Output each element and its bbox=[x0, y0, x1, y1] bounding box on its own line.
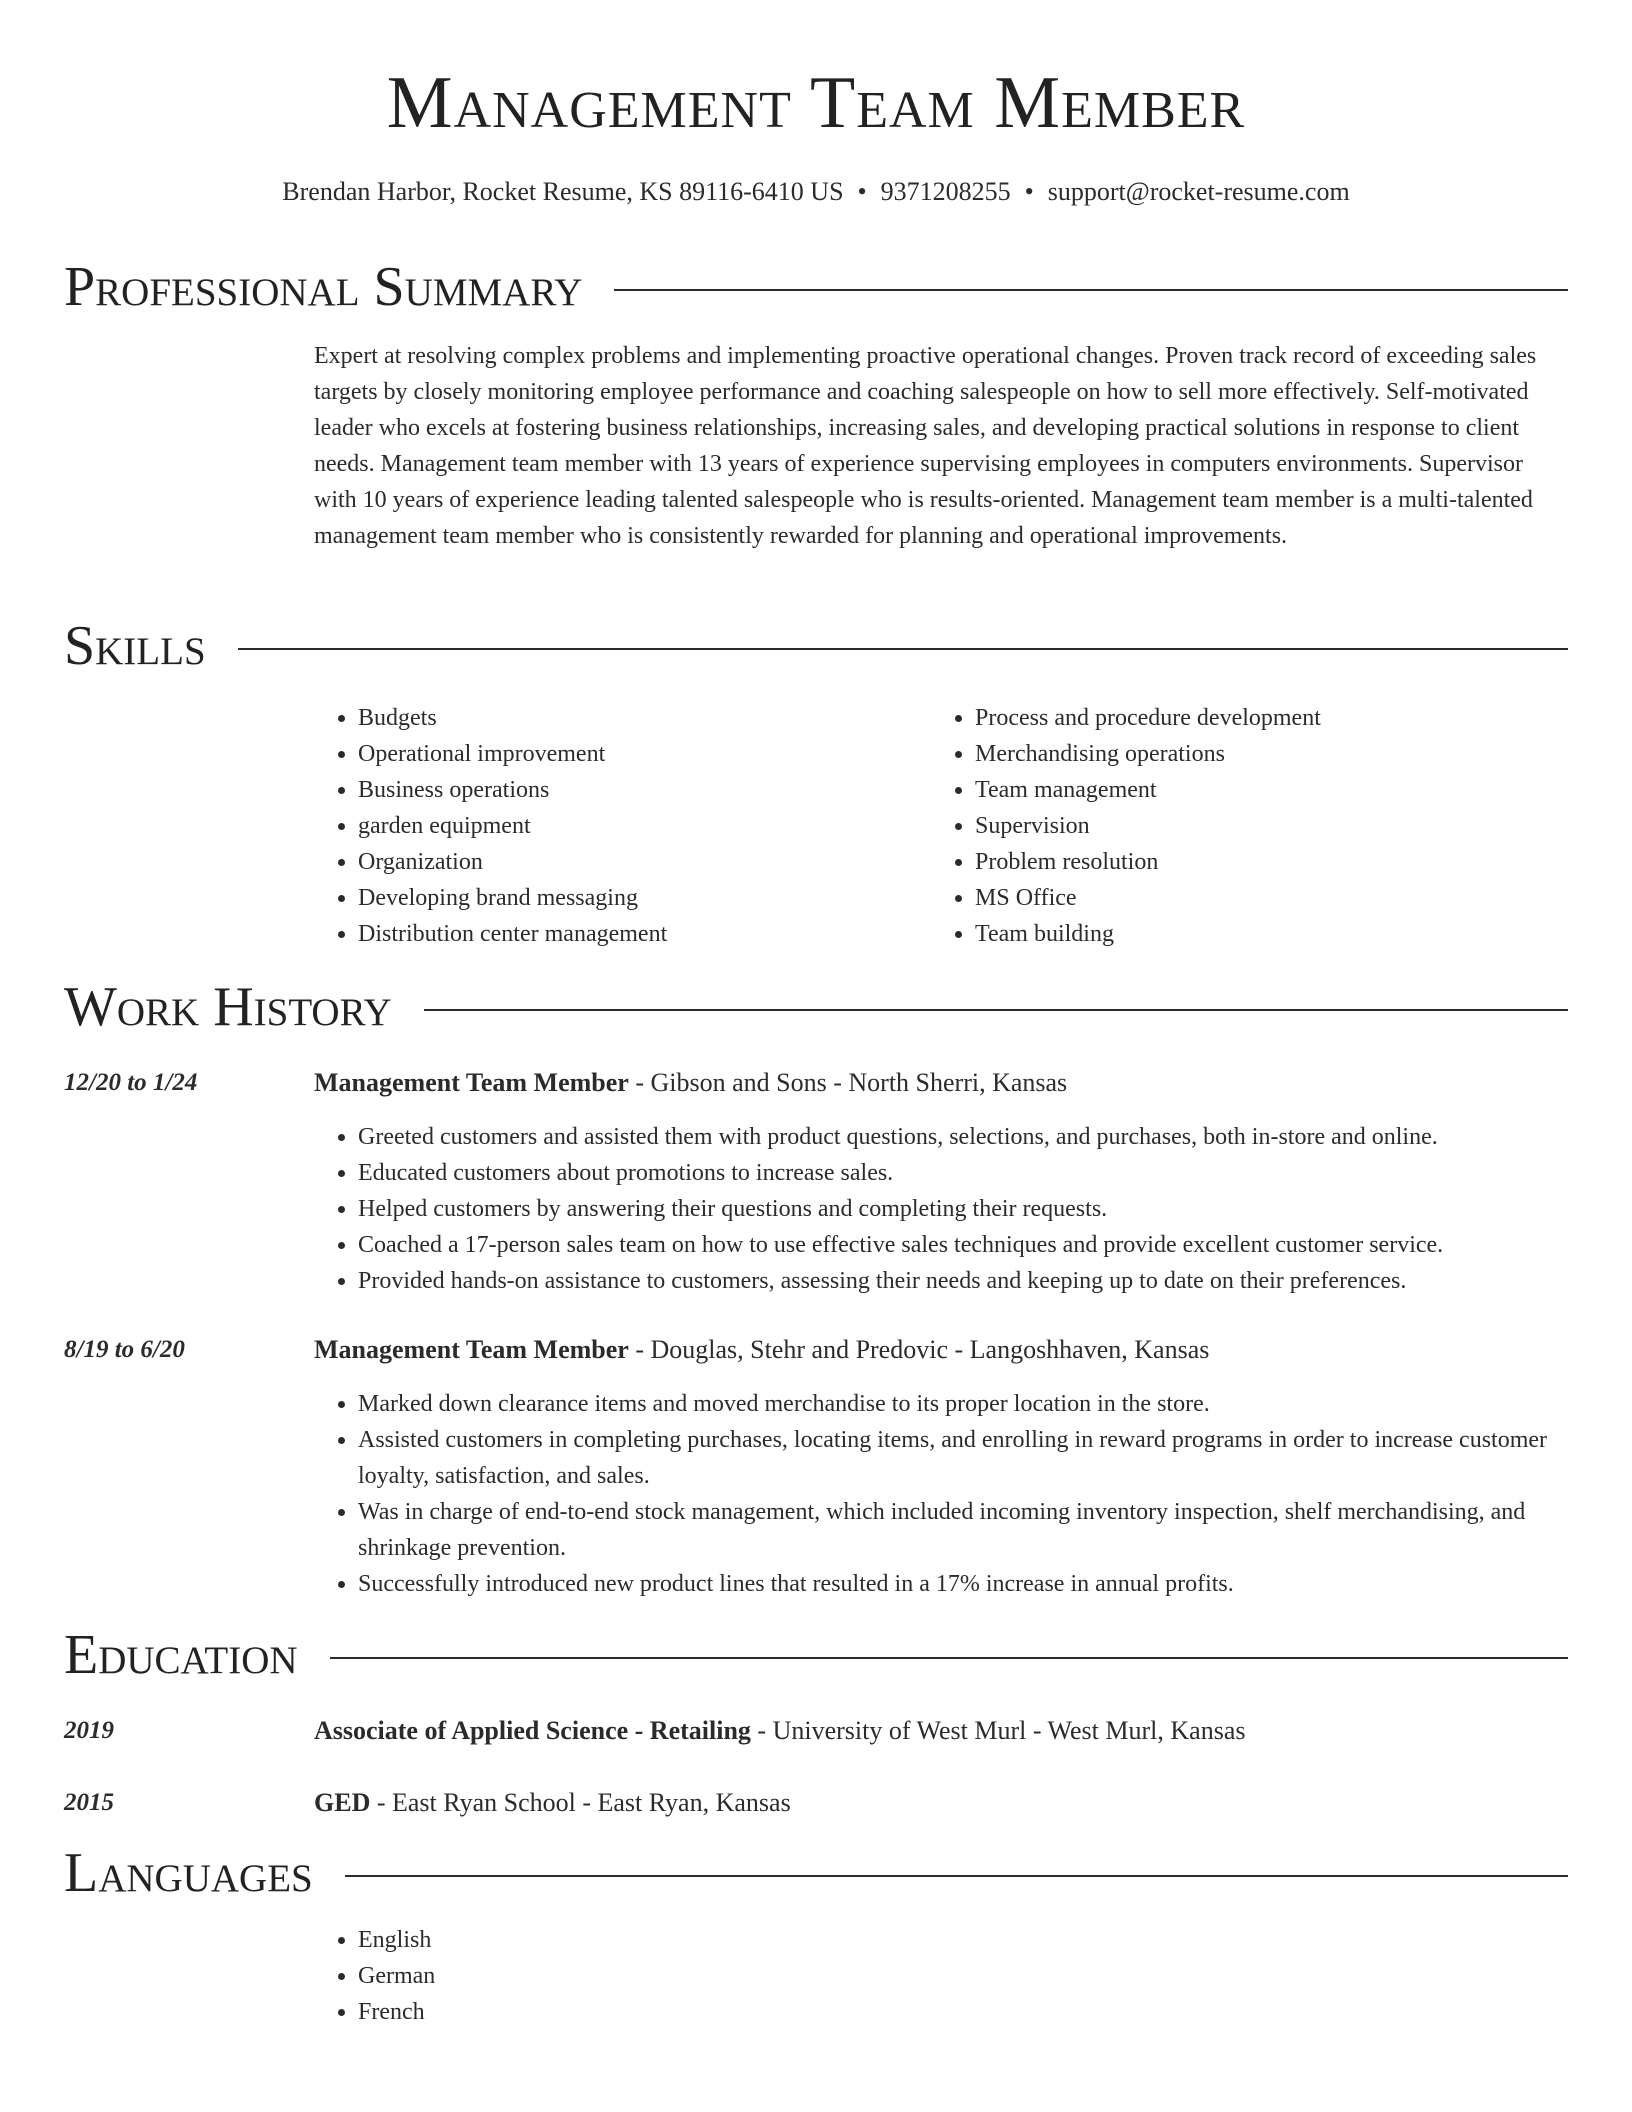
job-bullet: • Marked down clearance items and moved merchandise to its proper location in the store. bbox=[358, 1386, 1568, 1422]
job-bullet: • Coached a 17-person sales team on how to use effective sales techniques and provide excellent customer service. bbox=[358, 1227, 1568, 1263]
skill-item: • Organization bbox=[358, 844, 874, 880]
education-line bbox=[314, 1713, 1568, 1749]
job-dates: 8/19 to 6/20 bbox=[64, 1336, 185, 1363]
skill-item: • Budgets bbox=[358, 700, 874, 736]
language-item: • German bbox=[358, 1958, 1568, 1994]
language-item: • French bbox=[358, 1994, 1568, 2030]
education-year: 2019 bbox=[64, 1717, 114, 1744]
skills-section-header bbox=[64, 611, 1568, 681]
job-bullet: • Assisted customers in completing purchases, locating items, and enrolling in reward programs in order to increase customer loyalty, satisfaction, and sales. bbox=[358, 1422, 1568, 1494]
skill-item: • Business operations bbox=[358, 772, 874, 808]
education-year: 2015 bbox=[64, 1789, 114, 1816]
skill-item: • Merchandising operations bbox=[975, 736, 1551, 772]
skill-item: • Operational improvement bbox=[358, 736, 874, 772]
job-employer: - Gibson and Sons - North Sherri, Kansas bbox=[628, 1068, 1068, 1097]
contact-address: Brendan Harbor, Rocket Resume, KS 89116-6410 US bbox=[282, 177, 844, 206]
education-degree: GED bbox=[314, 1788, 371, 1817]
skill-item: • Supervision bbox=[975, 808, 1551, 844]
job-bullet: • Provided hands-on assistance to customers, assessing their needs and keeping up to date on their preferences. bbox=[358, 1263, 1568, 1299]
resume-name: Management Team Member bbox=[386, 62, 1246, 144]
job-title-line bbox=[314, 1065, 1568, 1101]
work-heading: Work History bbox=[64, 976, 392, 1038]
skill-item: • Developing brand messaging bbox=[358, 880, 874, 916]
education-line bbox=[314, 1785, 1568, 1821]
languages-heading: Languages bbox=[64, 1842, 313, 1904]
education-section-header bbox=[64, 1620, 1568, 1690]
section-divider bbox=[330, 1657, 1568, 1659]
job-title: Management Team Member bbox=[314, 1335, 629, 1364]
summary-section-header bbox=[64, 252, 1568, 322]
education-degree: Associate of Applied Science - Retailing bbox=[314, 1716, 751, 1745]
skill-item: • Distribution center management bbox=[358, 916, 874, 952]
summary-heading: Professional Summary bbox=[64, 256, 583, 318]
job-title: Management Team Member bbox=[314, 1068, 629, 1097]
job-bullet: • Educated customers about promotions to increase sales. bbox=[358, 1155, 1568, 1191]
section-divider bbox=[424, 1009, 1568, 1011]
skills-column-right bbox=[931, 700, 1551, 952]
job-bullets bbox=[314, 1119, 1568, 1299]
skill-item: • garden equipment bbox=[358, 808, 874, 844]
skill-item: • Problem resolution bbox=[975, 844, 1551, 880]
education-school: - East Ryan School - East Ryan, Kansas bbox=[370, 1788, 791, 1817]
skill-item: • MS Office bbox=[975, 880, 1551, 916]
skill-item: • Team building bbox=[975, 916, 1551, 952]
job-bullet: • Helped customers by answering their questions and completing their requests. bbox=[358, 1191, 1568, 1227]
job-bullet: • Successfully introduced new product lines that resulted in a 17% increase in annual profits. bbox=[358, 1566, 1568, 1602]
work-section-header bbox=[64, 972, 1568, 1042]
job-bullets bbox=[314, 1386, 1568, 1602]
job-bullet: • Greeted customers and assisted them with product questions, selections, and purchases, both in-store and online. bbox=[358, 1119, 1568, 1155]
languages-list bbox=[314, 1922, 1568, 2030]
job-dates: 12/20 to 1/24 bbox=[64, 1069, 198, 1096]
section-divider bbox=[238, 648, 1568, 650]
job-title-line bbox=[314, 1332, 1568, 1368]
language-item: • English bbox=[358, 1922, 1568, 1958]
summary-text: Expert at resolving complex problems and implementing proactive operational changes. Proven track record of exceeding sales targets by closely monitoring employee performance and coaching salespeople on how to sell more effectively. Self-motivated leader who excels at fostering business relationships, increasing sales, and developing practical solutions in response to client needs. Management team member with 13 years of experience supervising employees in computers environments. Supervisor with 10 years of experience leading talented salespeople who is results-oriented. Management team member is a multi-talented management team member who is consistently rewarded for planning and operational improvements. bbox=[314, 343, 1537, 549]
contact-line bbox=[0, 175, 1632, 209]
skills-heading: Skills bbox=[64, 615, 206, 677]
contact-separator: • bbox=[1024, 177, 1034, 206]
job-employer: - Douglas, Stehr and Predovic - Langoshhaven, Kansas bbox=[628, 1335, 1210, 1364]
job-bullet: • Was in charge of end-to-end stock management, which included incoming inventory inspection, shelf merchandising, and shrinkage prevention. bbox=[358, 1494, 1568, 1566]
skills-column-left bbox=[314, 700, 874, 952]
contact-separator: • bbox=[857, 177, 867, 206]
languages-section-header bbox=[64, 1838, 1568, 1908]
section-divider bbox=[614, 289, 1568, 291]
section-divider bbox=[345, 1875, 1568, 1877]
contact-phone: 9371208255 bbox=[880, 177, 1011, 206]
contact-email: support@rocket-resume.com bbox=[1047, 177, 1350, 206]
education-heading: Education bbox=[64, 1624, 298, 1686]
education-school: - University of West Murl - West Murl, Kansas bbox=[750, 1716, 1246, 1745]
skill-item: • Team management bbox=[975, 772, 1551, 808]
skill-item: • Process and procedure development bbox=[975, 700, 1551, 736]
